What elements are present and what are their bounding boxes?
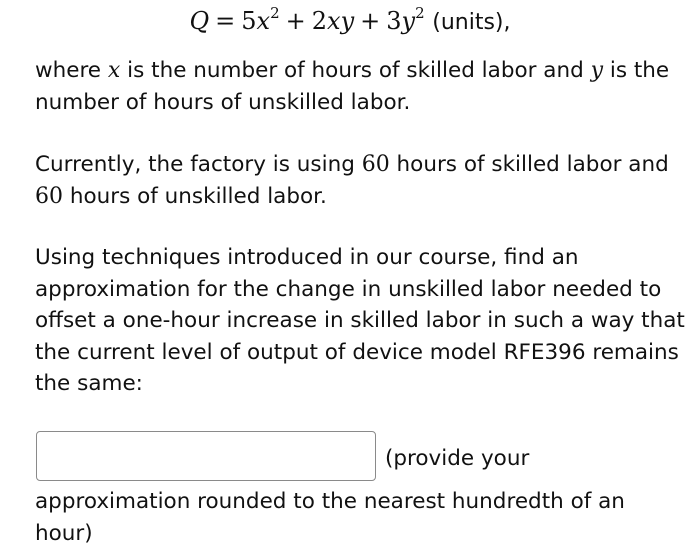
formula-var-2: xy	[327, 7, 355, 35]
formula-coef-1: 5	[241, 7, 257, 35]
answer-input[interactable]	[36, 431, 376, 481]
formula-exp-1: 2	[270, 4, 280, 22]
question-prompt: Using techniques introduced in our course, find an approximation for the change in unskilled labor needed to offset a one-hour increase in skilled labor in such a way that the current level of output of device model RFE396 remains the same:	[35, 245, 685, 396]
p2-text-b: hours of skilled labor and	[389, 152, 669, 177]
formula-var-1: x	[256, 7, 271, 35]
current-usage	[35, 149, 685, 212]
production-formula	[0, 4, 700, 40]
p2-num-unskilled: 60	[35, 183, 63, 209]
p2-num-skilled: 60	[361, 152, 390, 177]
answer-hint-rest: approximation rounded to the nearest hundredth of an hour)	[35, 489, 625, 546]
p1-var-x: x	[107, 58, 121, 83]
p1-text-b: is the number of hours of skilled labor and	[120, 58, 591, 83]
answer-hint-inline: (provide your	[385, 446, 530, 471]
formula-lhs: Q	[189, 7, 210, 35]
p1-var-y: y	[590, 58, 604, 83]
formula-units: (units),	[432, 10, 511, 35]
formula-exp-3: 2	[415, 4, 425, 22]
p2-text-c: hours of unskilled labor.	[63, 183, 327, 209]
variables-definition	[35, 55, 685, 118]
p1-text-c: is the number of hours of unskilled labor.	[35, 58, 670, 115]
formula-plus-2: +	[360, 7, 381, 35]
formula-coef-2: 2	[311, 7, 328, 35]
formula-equals: =	[215, 7, 236, 35]
formula-var-3: y	[401, 7, 416, 35]
formula-plus-1: +	[285, 7, 306, 35]
p2-text-a: Currently, the factory is using	[35, 152, 362, 177]
p1-text-a: where	[35, 58, 108, 83]
formula-coef-3: 3	[386, 7, 402, 35]
